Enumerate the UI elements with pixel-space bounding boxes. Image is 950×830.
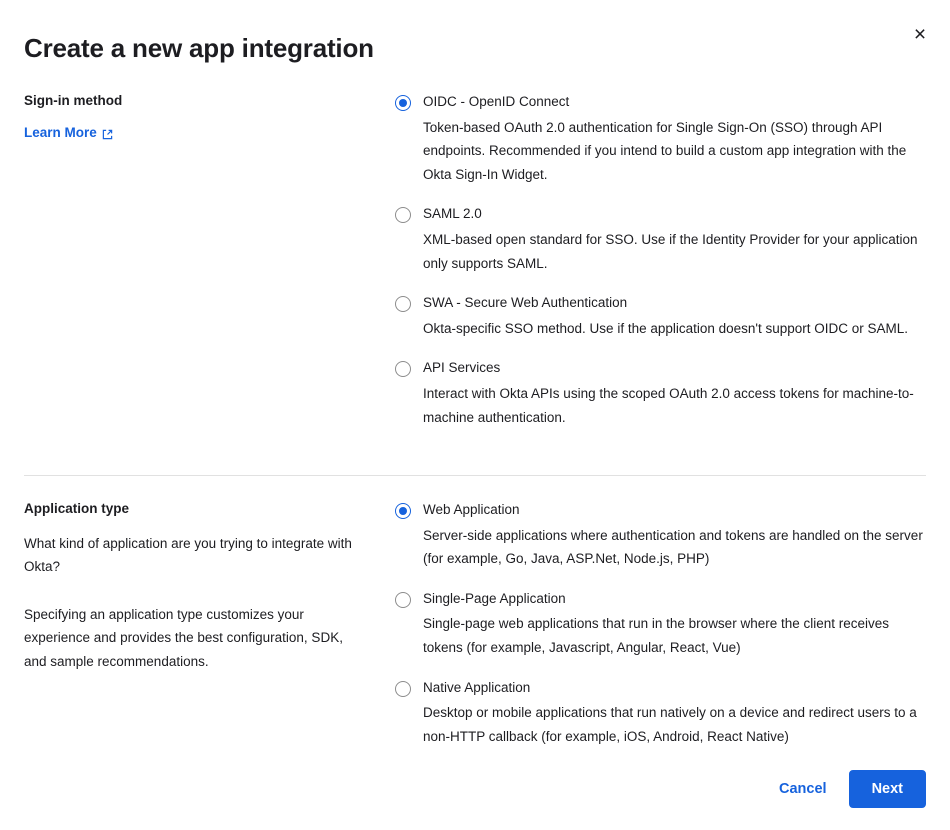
- application-type-helper-1: What kind of application are you trying to integrate with Okta?: [24, 535, 352, 575]
- radio-option-single-page-application[interactable]: [395, 589, 926, 660]
- radio-label: Web Application: [423, 502, 520, 517]
- close-icon[interactable]: ×: [904, 18, 936, 50]
- radio-option-swa[interactable]: [395, 293, 926, 340]
- cancel-button[interactable]: Cancel: [771, 771, 835, 807]
- signin-method-label: Sign-in method: [24, 93, 123, 108]
- radio-label: SWA - Secure Web Authentication: [423, 295, 628, 311]
- section-divider: [24, 475, 926, 476]
- radio-option-native-application[interactable]: [395, 678, 926, 749]
- radio-indicator[interactable]: [395, 207, 411, 223]
- radio-description: Token-based OAuth 2.0 authentication for Single Sign-On (SSO) through API endpoints. Recommended if you intend to build a custom app integration with the Okta Sign-In Widget.: [423, 119, 907, 182]
- dialog-footer: [24, 770, 926, 808]
- radio-option-saml[interactable]: [395, 204, 926, 275]
- radio-option-web-application[interactable]: [395, 500, 926, 571]
- next-button[interactable]: Next: [849, 770, 926, 808]
- radio-indicator[interactable]: [395, 681, 411, 697]
- radio-description: Single-page web applications that run in the browser where the client receives tokens (for example, Javascript, Angular, React, Vue): [423, 616, 890, 655]
- page-title: Create a new app integration: [24, 33, 374, 63]
- radio-description: XML-based open standard for SSO. Use if the Identity Provider for your application only supports SAML.: [423, 232, 918, 271]
- application-type-label: Application type: [24, 501, 130, 516]
- radio-description: Server-side applications where authentication and tokens are handled on the server (for example, Go, Java, ASP.Net, Node.js, PHP): [423, 527, 923, 567]
- radio-label: OIDC - OpenID Connect: [423, 94, 570, 109]
- radio-description: Desktop or mobile applications that run natively on a device and redirect users to a non-HTTP callback (for example, iOS, Android, React Native): [423, 705, 917, 744]
- radio-label: SAML 2.0: [423, 206, 482, 222]
- external-link-icon: [102, 128, 113, 139]
- radio-label: Single-Page Application: [423, 590, 566, 606]
- radio-option-oidc[interactable]: [395, 92, 926, 186]
- radio-indicator[interactable]: [395, 503, 411, 519]
- signin-method-options: [395, 92, 926, 429]
- radio-option-api-services[interactable]: [395, 358, 926, 429]
- radio-label: API Services: [423, 360, 501, 376]
- radio-description: Okta-specific SSO method. Use if the application doesn't support OIDC or SAML.: [423, 320, 909, 336]
- radio-label: Native Application: [423, 679, 531, 695]
- radio-indicator[interactable]: [395, 296, 411, 312]
- learn-more-label: Learn More: [24, 124, 97, 140]
- application-type-left: [24, 500, 395, 748]
- radio-description: Interact with Okta APIs using the scoped OAuth 2.0 access tokens for machine-to-machine authentication.: [423, 386, 914, 425]
- radio-indicator[interactable]: [395, 95, 411, 111]
- radio-indicator[interactable]: [395, 361, 411, 377]
- application-type-section: [24, 500, 926, 748]
- signin-method-left: [24, 92, 395, 429]
- learn-more-link[interactable]: [24, 125, 113, 140]
- application-type-helper-2: Specifying an application type customizes your experience and provides the best configuration, SDK, and sample recommendations.: [24, 606, 343, 670]
- application-type-options: [395, 500, 926, 748]
- radio-indicator[interactable]: [395, 592, 411, 608]
- signin-method-section: [24, 92, 926, 429]
